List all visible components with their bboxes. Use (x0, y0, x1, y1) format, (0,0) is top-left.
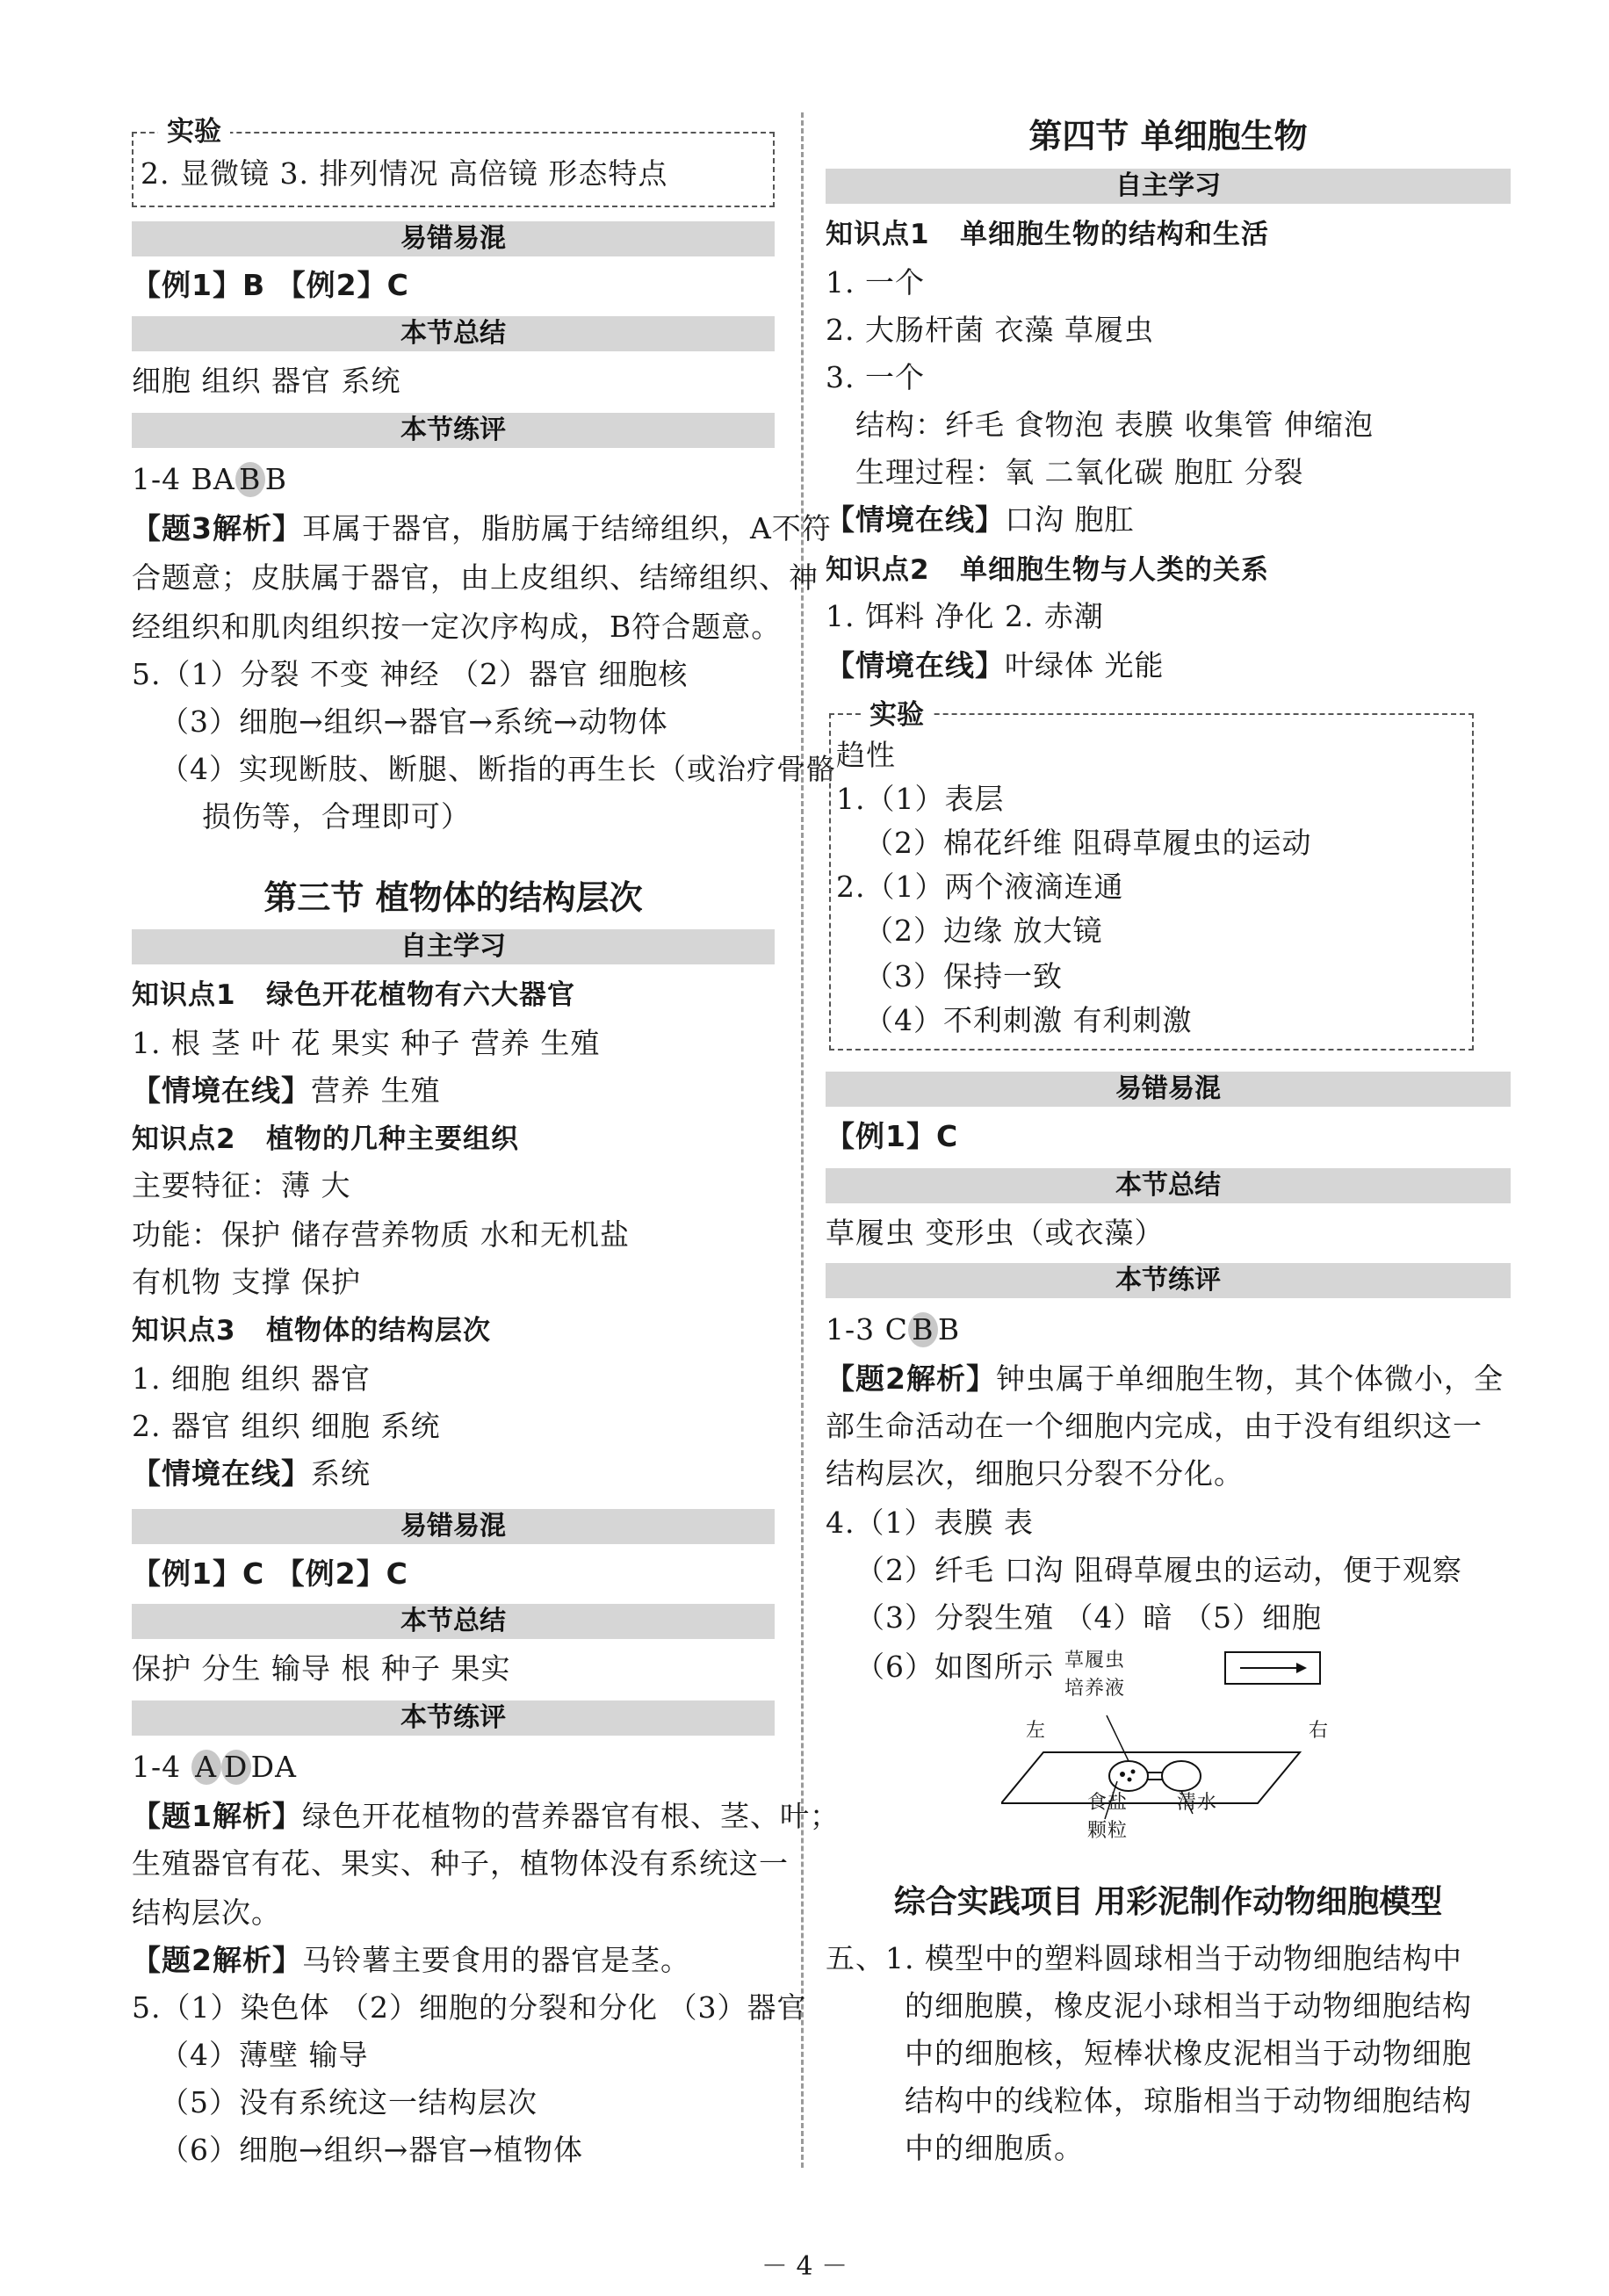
q4-line-4: （6）如图所示 (855, 1650, 1054, 1684)
bar-review-3: 本节练评 (132, 1700, 775, 1736)
kp3-a: 1. 细胞 组织 器官 (132, 1361, 371, 1396)
proj-line-5: 中的细胞质。 (905, 2131, 1084, 2165)
highlight-mark: B (235, 462, 265, 497)
proj-line-2: 的细胞膜，橡皮泥小球相当于动物细胞结构 (905, 1989, 1472, 2023)
experiment-text: 2. 显微镜 3. 排列情况 高倍镜 形态特点 (141, 156, 668, 191)
q5b-line-4: （6）细胞→组织→器官→植物体 (160, 2133, 583, 2167)
fig-label-grain: 颗粒 (1087, 1820, 1129, 1842)
review-4-answers: 1-3 C B B (826, 1312, 961, 1347)
experiment-label: 实验 (158, 114, 230, 149)
kp1-heading-right: 知识点1 单细胞生物的结构和生活 (826, 219, 1270, 250)
confuse-3: 【例1】C 【例2】C (132, 1556, 408, 1591)
kp2-r1: 1. 饵料 净化 2. 赤潮 (826, 599, 1104, 633)
analysis-2r-l1: 【题2解析】钟虫属于单细胞生物，其个体微小，全 (826, 1361, 1504, 1396)
bar-review-1: 本节练评 (132, 413, 775, 448)
section4-title: 第四节 单细胞生物 (1028, 116, 1308, 155)
exp-4: 2.（1）两个液滴连通 (836, 870, 1124, 904)
water-drop (1162, 1761, 1201, 1791)
q5b-line-3: （5）没有系统这一结构层次 (160, 2085, 538, 2119)
project-title: 综合实践项目 用彩泥制作动物细胞模型 (893, 1883, 1443, 1920)
kp2-c: 有机物 支撑 保护 (132, 1265, 361, 1299)
review-1-answers: 1-4 BA B B (132, 462, 287, 496)
proj-line-3: 中的细胞核，短棒状橡皮泥相当于动物细胞 (905, 2036, 1472, 2070)
exp-2: 1.（1）表层 (836, 782, 1005, 816)
fig-label-paramecium: 草履虫 (1064, 1650, 1126, 1671)
summary-3: 保护 分生 输导 根 种子 果实 (132, 1651, 511, 1686)
analysis-2r-l2: 部生命活动在一个细胞内完成，由于没有组织这一 (826, 1409, 1483, 1443)
highlight-mark: B (908, 1312, 938, 1347)
bar-confuse-4: 易错易混 (826, 1072, 1511, 1107)
highlight-mark: A (191, 1750, 221, 1785)
highlight-mark: D (221, 1750, 251, 1785)
kp1-r5: 生理过程：氧 二氧化碳 胞肛 分裂 (855, 455, 1304, 489)
kp1-r2: 2. 大肠杆菌 衣藻 草履虫 (826, 313, 1154, 347)
bar-confuse-1: 易错易混 (132, 221, 775, 256)
analysis-1-l3: 结构层次。 (132, 1895, 281, 1930)
analysis-2-l1: 【题2解析】马铃薯主要食用的器官是茎。 (132, 1943, 690, 1977)
bar-summary-4: 本节总结 (826, 1168, 1511, 1203)
analysis-2r-l3: 结构层次，细胞只分裂不分化。 (826, 1456, 1244, 1491)
column-divider (801, 112, 804, 2168)
exp-3: （2）棉花纤维 阻碍草履虫的运动 (864, 826, 1312, 860)
confuse-1: 【例1】B 【例2】C (132, 268, 409, 302)
q5b-line-1: 5.（1）染色体 （2）细胞的分裂和分化 （3）器官 (132, 1990, 807, 2025)
exp-5: （2）边缘 放大镜 (864, 913, 1103, 948)
bar-confuse-3: 易错易混 (132, 1509, 775, 1544)
bar-summary-3: 本节总结 (132, 1604, 775, 1639)
glass-slide (1001, 1752, 1300, 1803)
kp1-answer: 1. 根 茎 叶 花 果实 种子 营养 生殖 (132, 1026, 601, 1060)
kp3-heading: 知识点3 植物体的结构层次 (132, 1315, 492, 1347)
bar-self-3: 自主学习 (132, 929, 775, 964)
analysis-1-l2: 生殖器官有花、果实、种子，植物体没有系统这一 (132, 1846, 789, 1881)
fig-label-water: 清水 (1177, 1792, 1218, 1814)
kp1-heading: 知识点1 绿色开花植物有六大器官 (132, 979, 576, 1011)
section3-title: 第三节 植物体的结构层次 (263, 877, 643, 917)
kp1-r1: 1. 一个 (826, 265, 925, 300)
q5b-line-2: （4）薄壁 输导 (160, 2038, 369, 2072)
kp1-r4: 结构：纤毛 食物泡 表膜 收集管 伸缩泡 (855, 408, 1374, 442)
analysis-3-l2: 合题意；皮肤属于器官，由上皮组织、结缔组织、神 (132, 560, 819, 595)
exp-1: 趋性 (836, 738, 896, 772)
arrow-head-icon (1296, 1663, 1307, 1673)
salt-grain (1120, 1772, 1125, 1777)
analysis-3-l3: 经组织和肌肉组织按一定次序构成，B符合题意。 (132, 610, 782, 644)
fig-label-left: 左 (1026, 1720, 1047, 1742)
proj-line-4: 结构中的线粒体，琼脂相当于动物细胞结构 (905, 2083, 1472, 2118)
q4-line-2: （2）纤毛 口沟 阻碍草履虫的运动，便于观察 (855, 1553, 1462, 1587)
salt-grain (1131, 1770, 1136, 1774)
experiment-label-right: 实验 (861, 697, 933, 733)
q5-line-1: 5.（1）分裂 不变 神经 （2）器官 细胞核 (132, 657, 689, 691)
ctx-right-1: 【情境在线】口沟 胞肛 (826, 502, 1135, 537)
bar-review-4: 本节练评 (826, 1263, 1511, 1298)
bar-summary-1: 本节总结 (132, 316, 775, 351)
salt-grain (1128, 1778, 1132, 1782)
bar-self-4: 自主学习 (826, 169, 1511, 204)
analysis-1-l1: 【题1解析】绿色开花植物的营养器官有根、茎、叶； (132, 1799, 840, 1833)
kp2-heading-right: 知识点2 单细胞生物与人类的关系 (826, 554, 1270, 586)
analysis-3-l1: 【题3解析】耳属于器官，脂肪属于结缔组织，A不符 (132, 511, 832, 545)
kp3-b: 2. 器官 组织 细胞 系统 (132, 1409, 441, 1443)
leader-line (1107, 1715, 1129, 1761)
summary-4: 草履虫 变形虫（或衣藻） (826, 1216, 1165, 1250)
q5-line-3: （4）实现断肢、断腿、断指的再生长（或治疗骨骼 (160, 752, 836, 786)
exp-6: （3）保持一致 (864, 959, 1063, 993)
fig-label-salt: 食盐 (1087, 1792, 1129, 1814)
summary-1: 细胞 组织 器官 系统 (132, 364, 401, 398)
ctx-2: 【情境在线】系统 (132, 1456, 371, 1491)
slide-diagram (1001, 1647, 1335, 1849)
page-number: － 4 － (761, 2251, 848, 2282)
ctx-1: 【情境在线】营养 生殖 (132, 1073, 441, 1108)
kp2-a: 主要特征：薄 大 (132, 1168, 351, 1202)
kp2-heading: 知识点2 植物的几种主要组织 (132, 1123, 520, 1155)
ctx-right-2: 【情境在线】叶绿体 光能 (826, 648, 1165, 682)
fig-label-culture: 培养液 (1064, 1678, 1126, 1700)
q5-line-4: 损伤等，合理即可） (202, 799, 471, 834)
q4-line-3: （3）分裂生殖 （4）暗 （5）细胞 (855, 1600, 1322, 1635)
kp2-b: 功能：保护 储存营养物质 水和无机盐 (132, 1217, 630, 1252)
q4-line-1: 4.（1）表膜 表 (826, 1505, 1034, 1540)
q5-line-2: （3）细胞→组织→器官→系统→动物体 (160, 704, 668, 739)
review-3-answers: 1-4 A DDA (132, 1750, 297, 1784)
fig-label-right: 右 (1309, 1720, 1330, 1742)
confuse-4: 【例1】C (826, 1119, 959, 1153)
proj-line-1: 五、1. 模型中的塑料圆球相当于动物细胞结构中 (826, 1941, 1462, 1975)
exp-7: （4）不利刺激 有利刺激 (864, 1003, 1193, 1037)
kp1-r3: 3. 一个 (826, 360, 925, 394)
